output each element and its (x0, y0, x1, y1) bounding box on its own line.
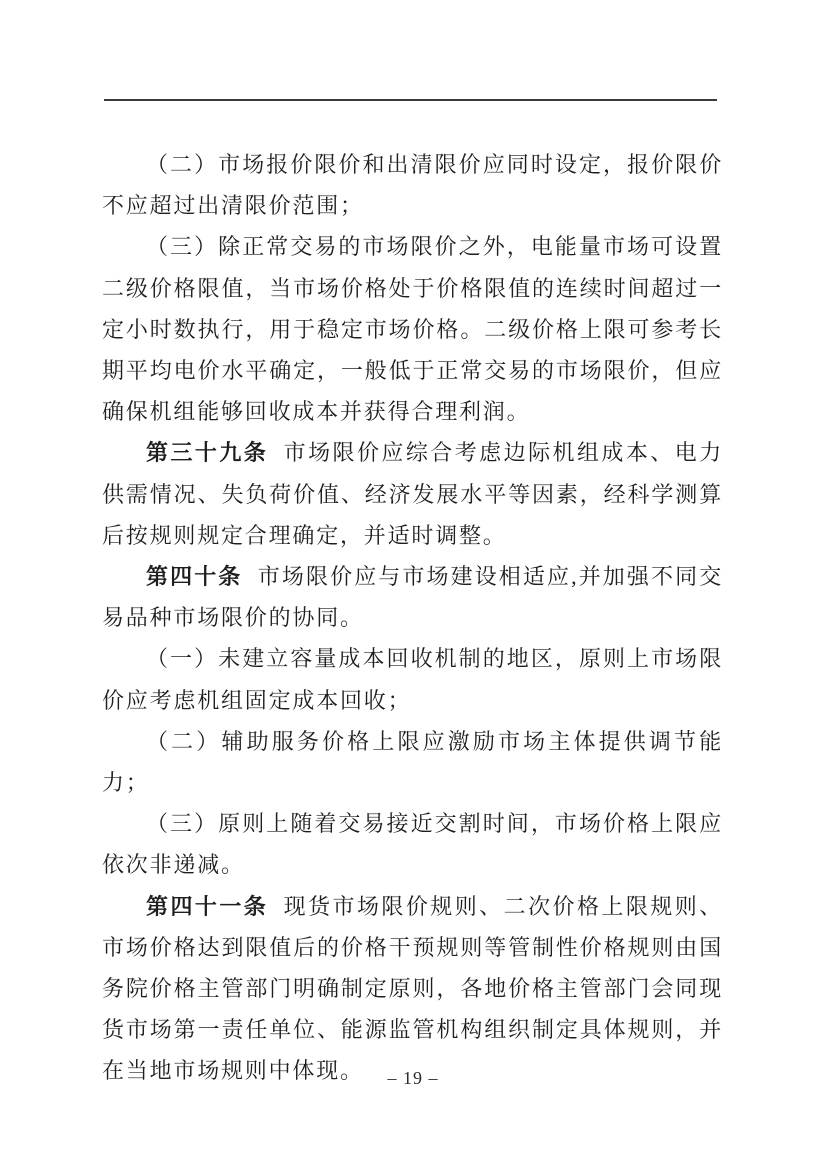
paragraph (102, 721, 723, 803)
paragraph (102, 638, 723, 720)
paragraph-text: 市场限价应综合考虑边际机组成本、电力供需情况、失负荷价值、经济发展水平等因素，经科学测算后按规则规定合理确定，并适时调整。 (102, 440, 723, 548)
article-number: 第四十一条 (146, 893, 269, 919)
paragraph-text: 现货市场限价规则、二次价格上限规则、市场价格达到限值后的价格干预规则等管制性价格规则由国务院价格主管部门明确制定原则，各地价格主管部门会同现货市场第一责任单位、能源监管机构组织制定具体规则，并在当地市场规则中体现。 (102, 893, 723, 1084)
document-body (102, 144, 723, 1092)
header-rule (104, 99, 717, 101)
paragraph (102, 803, 723, 885)
paragraph-text: （一）未建立容量成本回收机制的地区，原则上市场限价应考虑机组固定成本回收； (102, 646, 723, 713)
paragraph (102, 886, 723, 1092)
paragraph (102, 556, 723, 638)
paragraph-text: 市场限价应与市场建设相适应,并加强不同交易品种市场限价的协同。 (102, 564, 723, 631)
paragraph (102, 226, 723, 432)
paragraph (102, 144, 723, 226)
paragraph-text: （二）市场报价限价和出清限价应同时设定，报价限价不应超过出清限价范围； (102, 152, 723, 219)
article-number: 第三十九条 (146, 440, 269, 466)
article-number: 第四十条 (146, 564, 243, 590)
paragraph-text: （三）原则上随着交易接近交割时间，市场价格上限应依次非递减。 (102, 811, 723, 878)
page-number: – 19 – (387, 1068, 439, 1088)
paragraph-text: （二）辅助服务价格上限应激励市场主体提供调节能力； (102, 728, 723, 796)
paragraph-text: （三）除正常交易的市场限价之外，电能量市场可设置二级价格限值，当市场价格处于价格限值的连续时间超过一定小时数执行，用于稳定市场价格。二级价格上限可参考长期平均电价水平确定，一般低于正常交易的市场限价，但应确保机组能够回收成本并获得合理利润。 (102, 234, 723, 425)
paragraph (102, 432, 723, 556)
